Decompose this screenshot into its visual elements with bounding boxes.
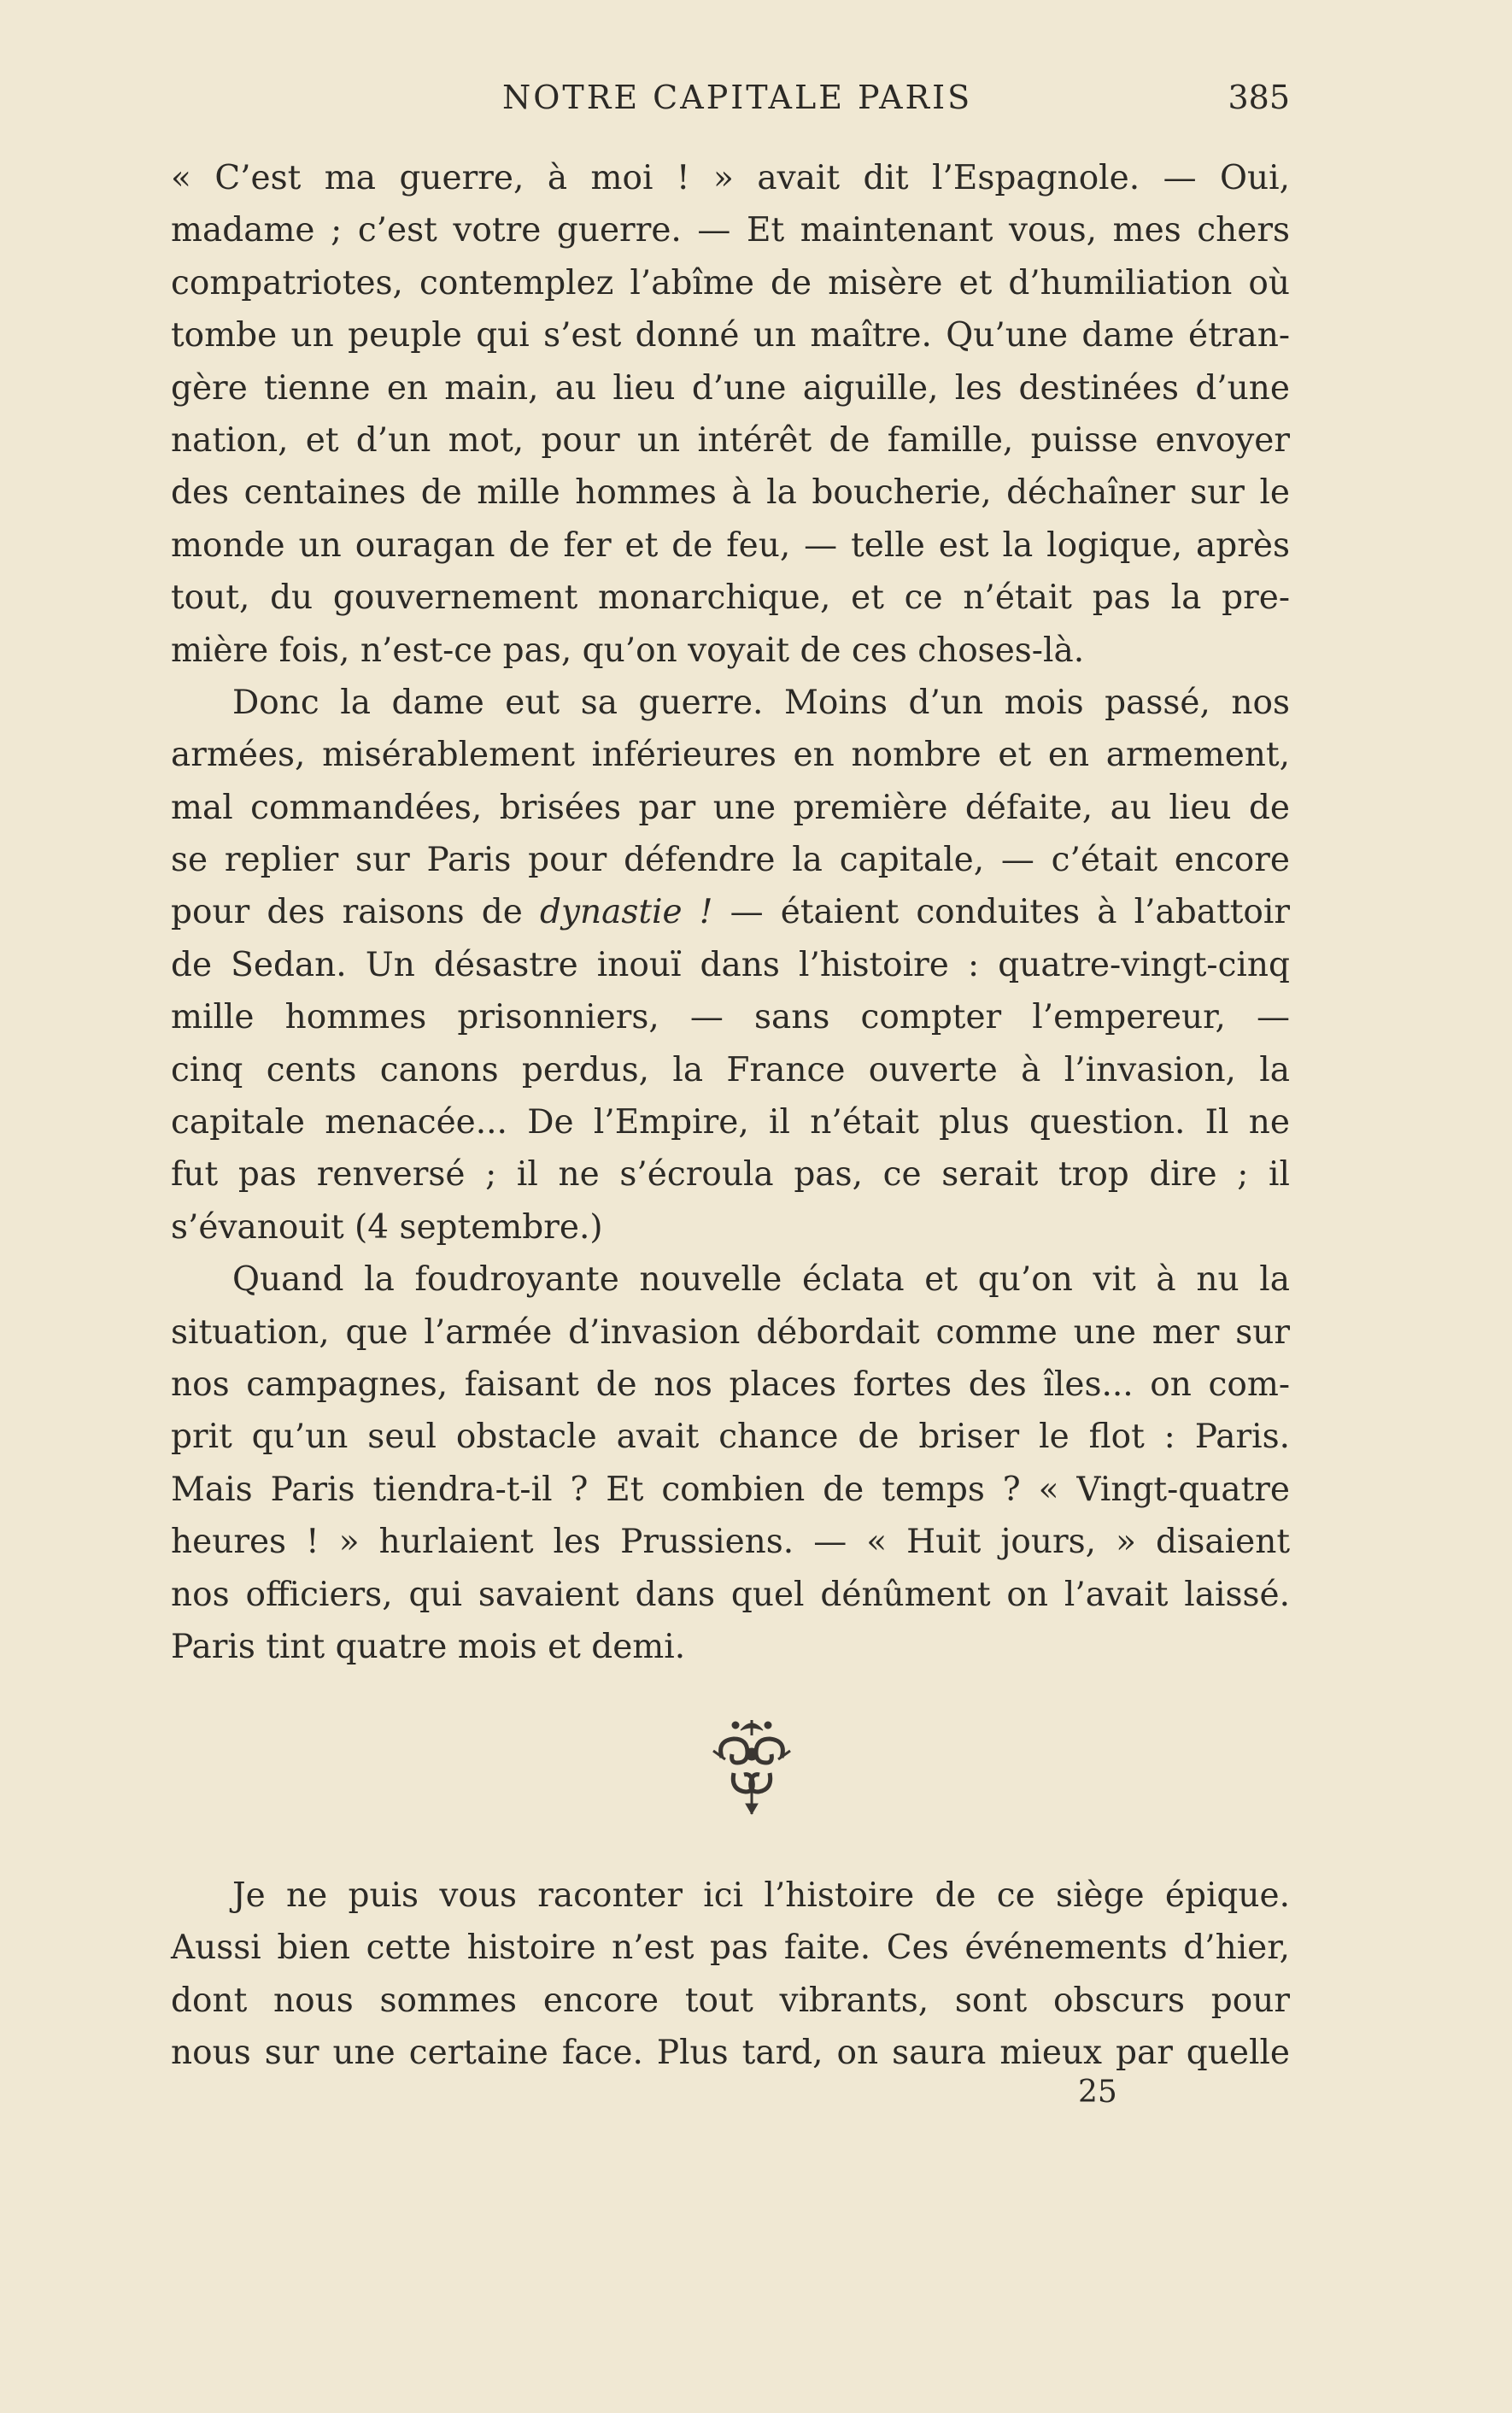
text-line: nation, et d’un mot, pour un intérêt de famille, puisse envoyer xyxy=(171,420,1290,460)
text-line: de Sedan. Un désastre inouï dans l’histoire : quatre-vingt-cinq xyxy=(171,945,1290,984)
body-text-top xyxy=(171,152,1290,1673)
text-line: mille hommes prisonniers, — sans compter l’empereur, — xyxy=(171,998,1290,1037)
text-line: Donc la dame eut sa guerre. Moins d’un mois passé, nos xyxy=(232,683,1290,722)
text-line: prit qu’un seul obstacle avait chance de briser le flot : Paris. xyxy=(171,1418,1290,1457)
text-line: Aussi bien cette histoire n’est pas faite. Ces événements d’hier, xyxy=(171,1929,1290,1968)
text-line: Quand la foudroyante nouvelle éclata et qu’on vit à nu la xyxy=(232,1260,1290,1300)
text-line: nos campagnes, faisant de nos places fortes des îles... on com- xyxy=(171,1365,1290,1404)
text-line: se replier sur Paris pour défendre la capitale, — c’était encore xyxy=(171,841,1290,880)
text-line: capitale menacée... De l’Empire, il n’était plus question. Il ne xyxy=(171,1103,1290,1142)
text-segment: pour des raisons de xyxy=(171,893,540,932)
text-line: des centaines de mille hommes à la boucherie, déchaîner sur le xyxy=(171,473,1290,513)
text-line: cinq cents canons perdus, la France ouverte à l’invasion, la xyxy=(171,1050,1290,1089)
body-text-bottom xyxy=(171,1870,1290,2080)
page-number: 385 xyxy=(1228,79,1290,116)
text-line: Je ne puis vous raconter ici l’histoire de ce siège épique. xyxy=(232,1876,1290,1915)
text-segment: — étaient conduites à l’abattoir xyxy=(712,893,1290,932)
signature-mark: 25 xyxy=(1078,2075,1117,2110)
page-header xyxy=(171,79,1290,130)
text-line: situation, que l’armée d’invasion débordait comme une mer sur xyxy=(171,1312,1290,1352)
text-line: gère tienne en main, au lieu d’une aiguille, les destinées d’une xyxy=(171,368,1290,408)
running-title: NOTRE CAPITALE PARIS xyxy=(502,79,973,116)
text-line: tombe un peuple qui s’est donné un maître. Qu’une dame étran- xyxy=(171,316,1290,355)
text-line: mal commandées, brisées par une première défaite, au lieu de xyxy=(171,788,1290,827)
text-line: armées, misérablement inférieures en nombre et en armement, xyxy=(171,736,1290,775)
text-line: nous sur une certaine face. Plus tard, on saura mieux par quelle xyxy=(171,2034,1290,2073)
text-line: s’évanouit (4 septembre.) xyxy=(171,1207,603,1247)
text-line xyxy=(171,886,1290,938)
text-line: tout, du gouvernement monarchique, et ce n’était pas la pre- xyxy=(171,578,1290,618)
italic-word: dynastie ! xyxy=(540,893,713,932)
text-line: mière fois, n’est-ce pas, qu’on voyait de ces choses-là. xyxy=(171,631,1085,670)
text-line: dont nous sommes encore tout vibrants, sont obscurs pour xyxy=(171,1981,1290,2020)
text-line: madame ; c’est votre guerre. — Et maintenant vous, mes chers xyxy=(171,211,1290,250)
text-line: fut pas renversé ; il ne s’écroula pas, ce serait trop dire ; il xyxy=(171,1155,1290,1195)
fleuron-icon xyxy=(696,1713,807,1824)
text-line: nos officiers, qui savaient dans quel dénûment on l’avait laissé. xyxy=(171,1575,1290,1614)
text-line: Mais Paris tiendra-t-il ? Et combien de temps ? « Vingt-quatre xyxy=(171,1470,1290,1509)
text-line: Paris tint quatre mois et demi. xyxy=(171,1627,686,1666)
text-line: « C’est ma guerre, à moi ! » avait dit l’Espagnole. — Oui, xyxy=(171,159,1290,197)
text-line: compatriotes, contemplez l’abîme de misère et d’humiliation où xyxy=(171,263,1290,302)
text-line: heures ! » hurlaient les Prussiens. — « Huit jours, » disaient xyxy=(171,1523,1290,1562)
text-line: monde un ouragan de fer et de feu, — telle est la logique, après xyxy=(171,525,1290,565)
